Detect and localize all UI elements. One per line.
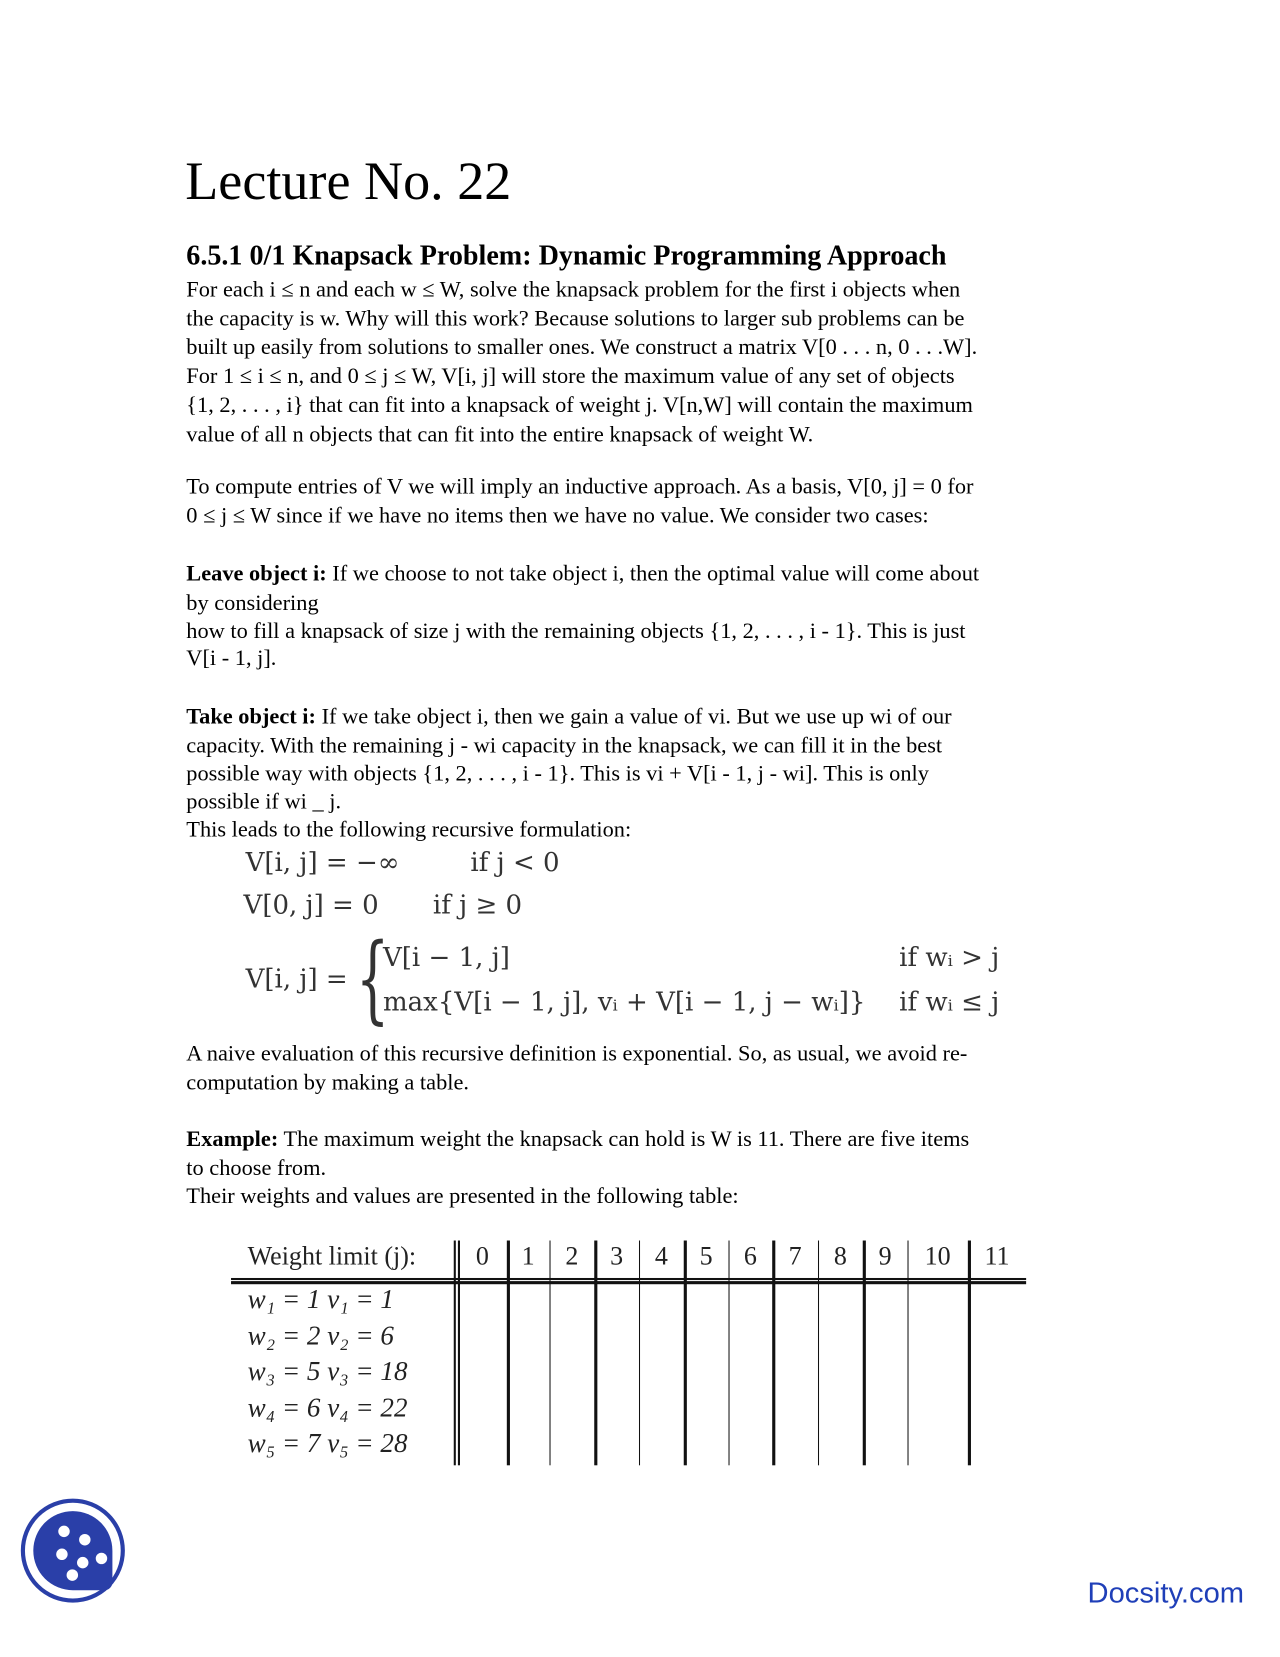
brace-icon: { <box>355 923 390 1035</box>
column-header: 9 <box>878 1242 892 1271</box>
take-line <box>186 701 951 730</box>
column-header: 10 <box>924 1242 951 1271</box>
column-divider <box>907 1241 908 1466</box>
formula-line-2: V[0, j] = 0 <box>243 889 379 920</box>
table-row-label: w₄ = 6 v₄ = 22 <box>247 1391 408 1423</box>
para1-line: {1, 2, . . . , i} that can fit into a knapsack of weight j. V[n,W] will contain the maximum <box>186 392 973 418</box>
formula-case-2: max{V[i − 1, j], vᵢ + V[i − 1, j − wᵢ]} <box>382 986 866 1017</box>
column-divider <box>772 1241 775 1466</box>
column-divider <box>549 1241 550 1466</box>
leave-text: If we choose to not take object i, then the optimal value will come about <box>326 560 980 586</box>
example-line: to choose from. <box>186 1155 327 1181</box>
column-header: 2 <box>565 1242 579 1271</box>
table-row-label: w₃ = 5 v₃ = 18 <box>247 1356 408 1387</box>
take-text: If we take object i, then we gain a value of vi. But we use up wi of our <box>315 703 952 729</box>
table-divider <box>454 1241 456 1466</box>
column-header: 4 <box>654 1242 668 1271</box>
take-line: This leads to the following recursive formulation: <box>186 816 632 842</box>
table-divider <box>458 1241 460 1466</box>
column-header: 3 <box>610 1242 624 1271</box>
header-rule <box>231 1278 1026 1280</box>
column-divider <box>507 1241 510 1466</box>
example-text: The maximum weight the knapsack can hold is W is 11. There are five items <box>278 1126 970 1152</box>
para2-line: 0 ≤ j ≤ W since if we have no items then we have no value. We consider two cases: <box>186 502 929 528</box>
column-header: 6 <box>743 1242 757 1271</box>
column-header: 7 <box>788 1242 802 1271</box>
leave-label: Leave object i: <box>186 560 327 586</box>
para1-line: For each i ≤ n and each w ≤ W, solve the knapsack problem for the first i objects when <box>186 276 961 302</box>
formula-case-cond-2: if wᵢ ≤ j <box>899 986 1000 1017</box>
example-line: Their weights and values are presented in the following table: <box>186 1183 739 1209</box>
leave-line: by considering <box>186 590 319 616</box>
formula-case-1: V[i − 1, j] <box>382 941 510 973</box>
column-divider <box>863 1241 866 1466</box>
column-header: 5 <box>699 1242 713 1271</box>
column-divider <box>968 1241 971 1466</box>
para1-line: For 1 ≤ i ≤ n, and 0 ≤ j ≤ W, V[i, j] will store the maximum value of any set of objects <box>186 363 955 389</box>
para1-line: value of all n objects that can fit into the entire knapsack of weight W. <box>186 421 814 447</box>
column-header: 8 <box>833 1242 847 1271</box>
naive-line: A naive evaluation of this recursive definition is exponential. So, as usual, we avoid re- <box>186 1040 968 1066</box>
docsity-logo <box>21 1499 125 1603</box>
take-label: Take object i: <box>186 703 316 729</box>
knapsack-table <box>231 1238 1026 1465</box>
para1-line: the capacity is w. Why will this work? Because solutions to larger sub problems can be <box>186 305 965 331</box>
lecture-title: Lecture No. 22 <box>185 151 512 212</box>
leave-line: V[i - 1, j]. <box>186 645 277 671</box>
example-label: Example: <box>186 1126 279 1152</box>
column-header: 11 <box>984 1242 1010 1271</box>
table-row-label: w₂ = 2 v₂ = 6 <box>247 1320 394 1351</box>
formula-cond-2: if j ≥ 0 <box>432 889 523 920</box>
column-header: 1 <box>521 1242 535 1271</box>
column-header: 0 <box>475 1242 489 1271</box>
take-line: possible way with objects {1, 2, . . . , i - 1}. This is vi + V[i - 1, j - wi]. This is only <box>186 760 929 786</box>
example-line <box>186 1124 969 1153</box>
column-divider <box>594 1241 597 1466</box>
column-divider <box>684 1241 687 1466</box>
para1-line: built up easily from solutions to smaller ones. We construct a matrix V[0 . . . n, 0 . . .W]. <box>186 334 978 360</box>
table-header-label: Weight limit (j): <box>247 1242 417 1271</box>
column-divider <box>728 1241 729 1466</box>
leave-line <box>186 559 979 588</box>
naive-line: computation by making a table. <box>186 1069 470 1095</box>
take-line: possible if wi _ j. <box>186 788 342 814</box>
column-divider <box>639 1241 640 1466</box>
table-row-label: w₅ = 7 v₅ = 28 <box>247 1427 408 1459</box>
leave-line: how to fill a knapsack of size j with the remaining objects {1, 2, . . . , i - 1}. This is just <box>186 618 966 644</box>
column-divider <box>818 1241 819 1466</box>
take-line: capacity. With the remaining j - wi capacity in the knapsack, we can fill it in the best <box>186 732 943 758</box>
table-row-label: w₁ = 1 v₁ = 1 <box>247 1284 394 1315</box>
formula-lhs: V[i, j] = <box>245 963 348 994</box>
formula-cond-1: if j < 0 <box>470 847 560 878</box>
docsity-watermark[interactable]: Docsity.com <box>1087 1576 1245 1609</box>
section-heading: 6.5.1 0/1 Knapsack Problem: Dynamic Programming Approach <box>186 239 947 271</box>
para2-line: To compute entries of V we will imply an inductive approach. As a basis, V[0, j] = 0 for <box>186 473 974 499</box>
formula-case-cond-1: if wᵢ > j <box>899 941 1000 973</box>
formula-line-1: V[i, j] = −∞ <box>245 847 400 878</box>
